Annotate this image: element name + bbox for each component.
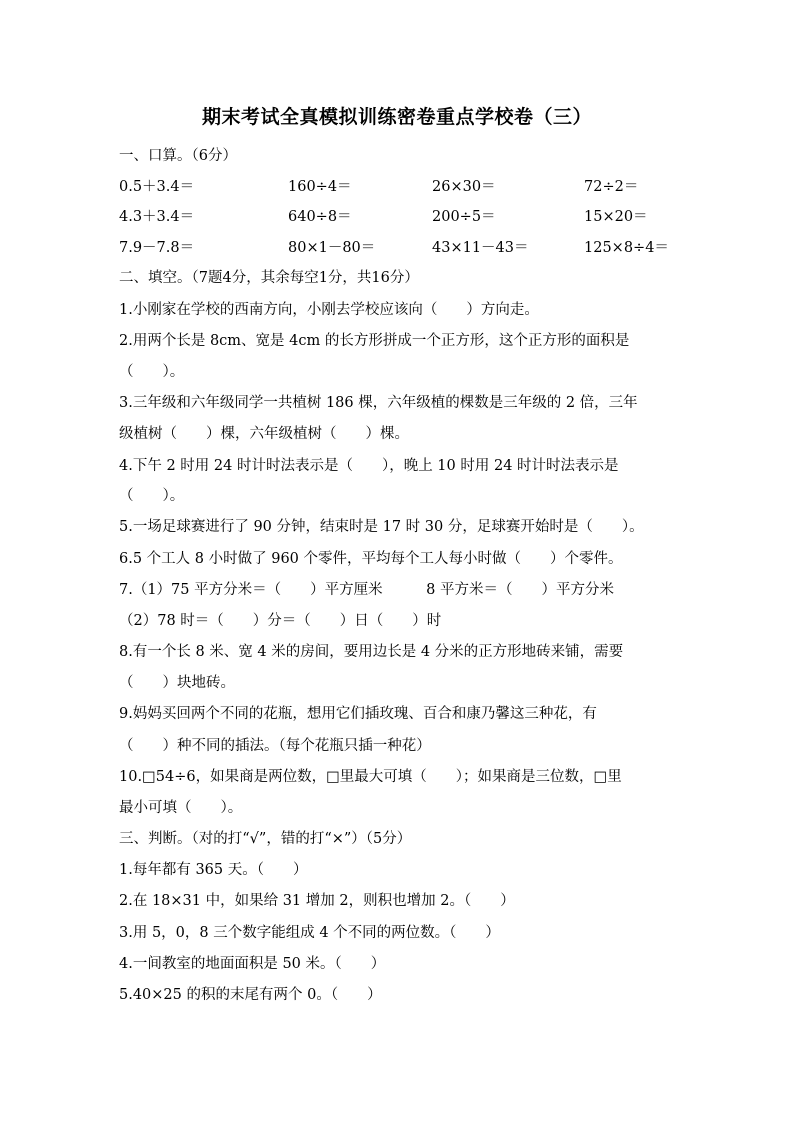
question-line: 1.小刚家在学校的西南方向，小刚去学校应该向（ ）方向走。	[119, 302, 539, 318]
section2-heading: 二、填空。（7题4分，其余每空1分，共16分）	[119, 270, 419, 286]
question-line: 9.妈妈买回两个不同的花瓶，想用它们插玫瑰、百合和康乃馨这三种花，有	[119, 706, 597, 722]
oral-calc-item: 26×30＝	[432, 179, 496, 195]
oral-calc-item: 80×1－80＝	[288, 240, 376, 256]
oral-calc-item: 7.9－7.8＝	[119, 240, 195, 256]
question-line: 10.□54÷6，如果商是两位数，□里最大可填（ ）；如果商是三位数，□里	[119, 769, 622, 785]
question-line: 级植树（ ）棵，六年级植树（ ）棵。	[119, 426, 409, 442]
judge-line: 3.用 5，0，8 三个数字能组成 4 个不同的两位数。（ ）	[119, 925, 500, 941]
judge-line: 5.40×25 的积的末尾有两个 0。（ ）	[119, 987, 382, 1003]
question-line: （2）78 时＝（ ）分＝（ ）日（ ）时	[119, 613, 442, 629]
question-line: 4.下午 2 时用 24 时计时法表示是（ ），晚上 10 时用 24 时计时法表示是	[119, 458, 619, 474]
question-line: （ ）。	[119, 488, 185, 504]
question-line: 最小可填（ ）。	[119, 800, 243, 816]
question-line: 2.用两个长是 8cm、宽是 4cm 的长方形拼成一个正方形，这个正方形的面积是	[119, 333, 630, 349]
judge-line: 4.一间教室的地面面积是 50 米。（ ）	[119, 956, 386, 972]
question-line: （ ）。	[119, 364, 185, 380]
section1-heading: 一、口算。（6分）	[119, 148, 237, 164]
question-line: 5.一场足球赛进行了 90 分钟，结束时是 17 时 30 分，足球赛开始时是（ ）。	[119, 519, 644, 535]
oral-calc-item: 0.5＋3.4＝	[119, 179, 195, 195]
oral-calc-item: 200÷5＝	[432, 209, 496, 225]
question-line: 3.三年级和六年级同学一共植树 186 棵，六年级植的棵数是三年级的 2 倍，三年	[119, 395, 638, 411]
oral-calc-item: 160÷4＝	[288, 179, 352, 195]
oral-calc-item: 72÷2＝	[584, 179, 639, 195]
oral-calc-item: 125×8÷4＝	[584, 240, 669, 256]
question-line: 6.5 个工人 8 小时做了 960 个零件，平均每个工人每小时做（ ）个零件。	[119, 551, 623, 567]
question-line: （ ）种不同的插法。（每个花瓶只插一种花）	[119, 738, 431, 754]
oral-calc-item: 15×20＝	[584, 209, 648, 225]
oral-calc-item: 4.3＋3.4＝	[119, 209, 195, 225]
section3-heading: 三、判断。（对的打“√”，错的打“×”）（5分）	[119, 831, 412, 847]
oral-calc-item: 43×11－43＝	[432, 240, 529, 256]
oral-calc-item: 640÷8＝	[288, 209, 352, 225]
question-line: 8.有一个长 8 米、宽 4 米的房间，要用边长是 4 分米的正方形地砖来铺，需要	[119, 644, 624, 660]
page-title: 期末考试全真模拟训练密卷重点学校卷（三）	[201, 106, 592, 128]
question-line: 7.（1）75 平方分米＝（ ）平方厘米 8 平方米＝（ ）平方分米	[119, 582, 614, 598]
judge-line: 1.每年都有 365 天。（ ）	[119, 862, 308, 878]
judge-line: 2.在 18×31 中，如果给 31 增加 2，则积也增加 2。（ ）	[119, 893, 515, 909]
question-line: （ ）块地砖。	[119, 675, 235, 691]
